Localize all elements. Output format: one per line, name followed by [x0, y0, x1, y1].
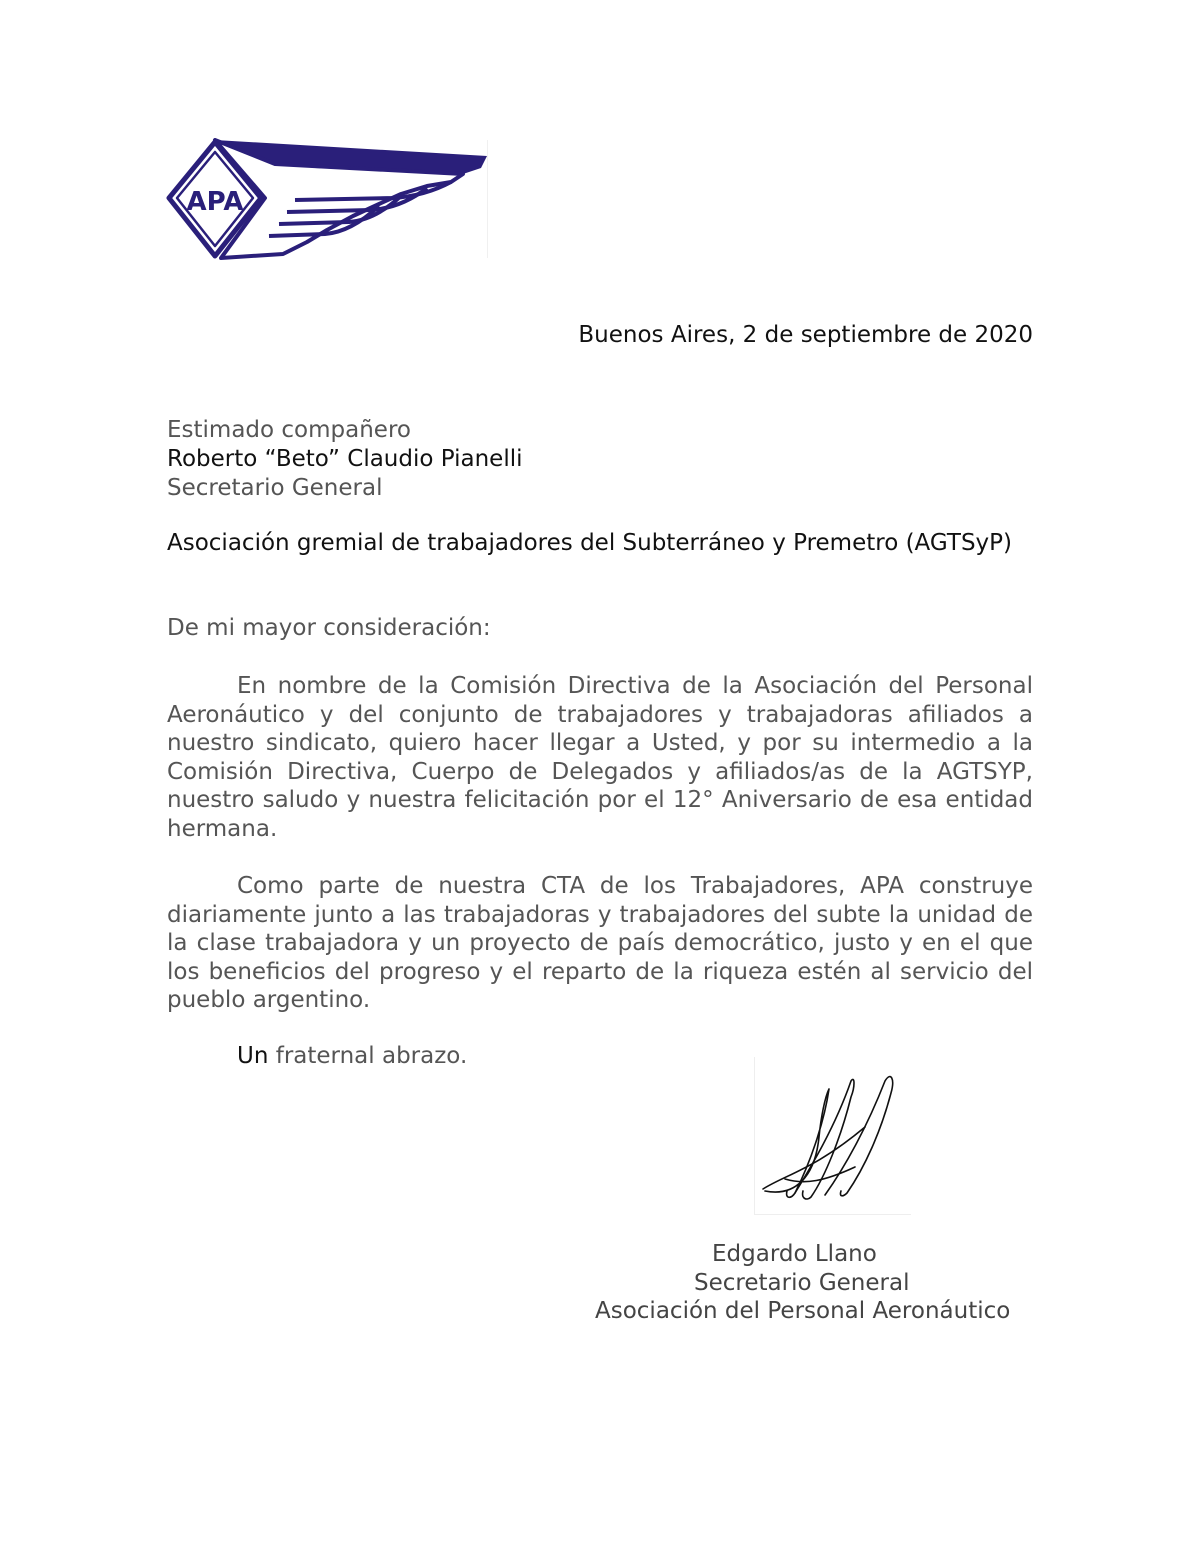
signatory-block [593, 1240, 1033, 1326]
closing-line [237, 1043, 467, 1069]
recipient-greeting: Estimado compañero [167, 417, 411, 443]
closing-first-word: Un [237, 1043, 269, 1069]
apa-logo [165, 138, 490, 260]
closing-rest: fraternal abrazo. [268, 1043, 468, 1069]
logo-text: APA [186, 187, 244, 217]
body-paragraph: En nombre de la Comisión Directiva de la Asociación del Personal Aeronáutico y del conjunto de trabajadores y trabajadoras afiliados a nuestro sindicato, quiero hacer llegar a Usted, y por su intermedio a la Comisión Directiva, Cuerpo de Delegados y afiliados/as de la AGTSYP, nuestro saludo y nuestra felicitación por el 12° Aniversario de esa entidad hermana. [167, 673, 1033, 842]
signatory-name: Edgardo Llano [712, 1241, 877, 1267]
salutation: De mi mayor consideración: [167, 615, 491, 641]
recipient-role: Secretario General [167, 475, 383, 501]
signature-area [754, 1057, 911, 1215]
body-paragraph: Como parte de nuestra CTA de los Trabajadores, APA construye diariamente junto a las trabajadoras y trabajadores del subte la unidad de la clase trabajadora y un proyecto de país democrático, justo y en el que los beneficios del progreso y el reparto de la riqueza estén al servicio del pueblo argentino. [167, 873, 1033, 1014]
recipient-name: Roberto “Beto” Claudio Pianelli [167, 446, 523, 472]
handwritten-signature [755, 1057, 911, 1214]
letter-date: Buenos Aires, 2 de septiembre de 2020 [578, 322, 1033, 348]
recipient-block [167, 416, 523, 503]
logo-divider [487, 140, 488, 258]
signatory-organization: Asociación del Personal Aeronáutico [595, 1298, 1011, 1325]
signatory-role: Secretario General [694, 1269, 910, 1296]
recipient-organization: Asociación gremial de trabajadores del Subterráneo y Premetro (AGTSyP) [167, 530, 1012, 556]
